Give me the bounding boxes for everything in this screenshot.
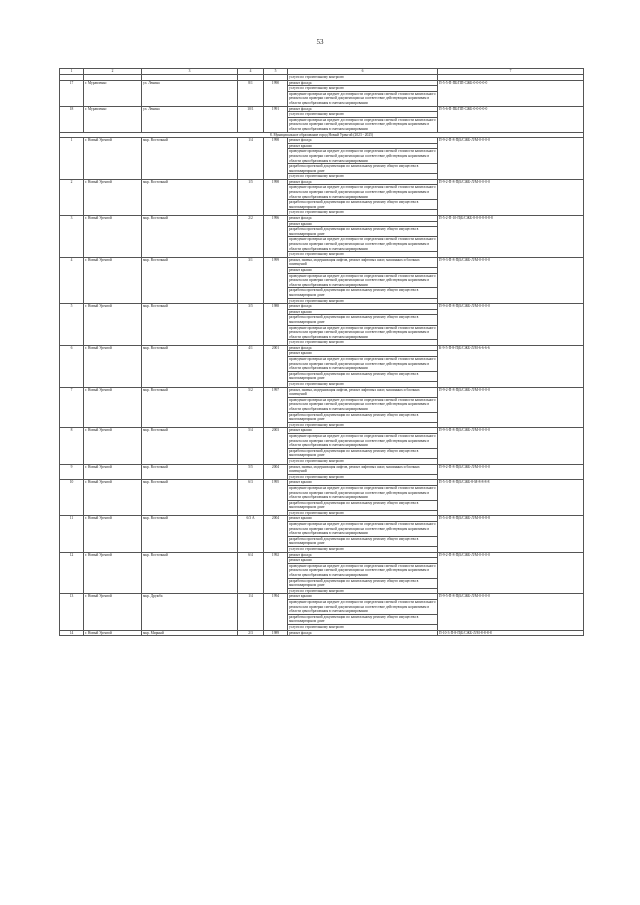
row-year: 1996	[264, 216, 288, 258]
row-house: 1/4	[238, 594, 264, 630]
row-year: 1995	[264, 480, 288, 516]
row-city: г. Новый Уренгой	[84, 516, 142, 552]
row-work-type: разработка проектной документации по капитальному ремонту общего имущества в многоквартирном доме	[288, 614, 438, 624]
row-year: 1998	[264, 138, 288, 180]
row-code: П-9-2-П-8-П(Б/СЖБ-Л/М-0-0-0-0	[438, 387, 584, 428]
row-city: г. Новый Уренгой	[84, 480, 142, 516]
row-work-type: услуги по строительному контролю	[288, 624, 438, 630]
row-code: П-10-3-П-8-П(Б/СЖБ-Л/М-8-8-8-8	[438, 630, 584, 636]
row-street: мкр. Восточный	[142, 464, 238, 480]
row-code: К-9-5-П-8-П(Б/СЖБ-Л/М-6-6-6-6	[438, 345, 584, 387]
row-work-type: разработка проектной документации по капитальному ремонту общего имущества в многоквартирном доме	[288, 227, 438, 237]
row-work-type: ремонт фасада	[288, 216, 438, 222]
row-work-type: разработка проектной документации по капитальному ремонту общего имущества в многоквартирном доме	[288, 315, 438, 325]
row-work-type: услуги по строительному контролю	[288, 474, 438, 480]
row-city: г. Новый Уренгой	[84, 216, 142, 258]
page-number: 53	[316, 38, 324, 46]
row-code: П-5-2-П-10-П(Б/СЖБ-8-8-8-8-8-8-8	[438, 216, 584, 258]
row-work-type: ремонт, замена, модернизация лифтов, ремонт лифтовых шахт, машинных и блочных помещений	[288, 387, 438, 397]
row-work-type: ремонт крыши	[288, 594, 438, 600]
row-work-type: услуги по строительному контролю	[288, 422, 438, 428]
row-work-type: проведение проверки на предмет достоверности определения сметной стоимости капитального ремонта или проверки сметной документации на соответствие действующим нормативам в области ценообразования в сметном нормировании	[289, 237, 436, 251]
row-work-type: разработка проектной документации по капитальному ремонту общего имущества в многоквартирном доме	[288, 536, 438, 546]
row-work-type: ремонт крыши	[288, 309, 438, 315]
row-street: мкр. Восточный	[142, 516, 238, 552]
row-street: мкр. Дружба	[142, 594, 238, 630]
row-work-type: ремонт фасада	[288, 138, 438, 144]
row-code: П-9-3-П-8-П(Б/СЖБ-Л/М-0-0-0-0	[438, 428, 584, 464]
row-work-type: ремонт фасада	[288, 345, 438, 351]
row-work-type: ремонт крыши	[288, 221, 438, 227]
row-code: П-9-4-П-8-П(Б/СЖБ-Л/М-0-0-0-0	[438, 304, 584, 346]
row-number: 3	[60, 216, 84, 258]
row-year: 1992	[264, 552, 288, 594]
row-work-type: проведение проверки на предмет достоверности определения сметной стоимости капитального ремонта или проверки сметной документации на соответствие действующим нормативам в области ценообразования в сметном нормировании	[289, 563, 436, 577]
row-city: г. Новый Уренгой	[84, 428, 142, 464]
header-cell-3: 3	[142, 69, 238, 75]
row-code: П-9-2-П-8-П(Б/СЖБ-Л/М-0-0-0-0	[438, 464, 584, 480]
row-code: П-9-5-П-8-П(Б/СЖБ-Л/М-0-0-0-0	[438, 594, 584, 630]
row-work-type: услуги по строительному контролю	[288, 252, 438, 258]
row-year: 2003	[264, 428, 288, 464]
row-work-type: проведение проверки на предмет достоверности определения сметной стоимости капитального ремонта или проверки сметной документации на соответствие действующим нормативам в области ценообразования в сметном нормировании	[289, 91, 436, 105]
row-house: 3/1	[238, 257, 264, 303]
row-work-type: проведение проверки на предмет достоверности определения сметной стоимости капитального ремонта или проверки сметной документации на соответствие действующим нормативам в области ценообразования в сметном нормировании	[289, 599, 436, 614]
table-row	[60, 464, 584, 474]
row-work-type: услуги по строительному контролю	[288, 588, 438, 594]
row-city: г. Новый Уренгой	[84, 345, 142, 387]
row-city: г. Новый Уренгой	[84, 594, 142, 630]
row-work-type: ремонт фасада	[288, 304, 438, 310]
row-year: 1991	[264, 106, 288, 132]
row-house: 2/3	[238, 630, 264, 636]
row-code: П-5-5-П-ПБ/ПП-СЖБ-0-0-0-0-0	[438, 80, 584, 106]
row-street: мкр. Восточный	[142, 179, 238, 215]
row-work-type: ремонт крыши	[288, 516, 438, 522]
row-work-type: проведение проверки на предмет достоверности определения сметной стоимости капитального ремонта или проверки сметной документации на соответствие действующим нормативам в области ценообразования в сметном нормировании	[289, 117, 436, 131]
section-title: 8. Муниципальное образование город Новый Уренгой (2023 - 2025)	[60, 132, 584, 138]
row-house: 5/4	[238, 428, 264, 464]
row-number: 8	[60, 428, 84, 464]
row-street: мкр. Восточный	[142, 345, 238, 387]
row-work-type: услуги по строительному контролю	[288, 510, 438, 516]
header-cell-2: 2	[84, 69, 142, 75]
row-work-type: ремонт, замена, модернизация лифтов, ремонт лифтовых шахт, машинных и блочных помещений	[288, 257, 438, 267]
row-work-type: ремонт фасада	[288, 179, 438, 185]
row-street: мкр. Восточный	[142, 138, 238, 180]
capital-repair-table	[59, 68, 584, 636]
row-number: 5	[60, 304, 84, 346]
row-year: 1989	[264, 630, 288, 636]
row-number: 14	[60, 630, 84, 636]
row-work-type: проведение проверки на предмет достоверности определения сметной стоимости капитального ремонта или проверки сметной документации на соответствие действующим нормативам в области ценообразования в сметном нормировании	[289, 397, 436, 411]
row-number: 9	[60, 464, 84, 480]
row-work-type: услуги по строительному контролю	[288, 86, 438, 92]
row-street: мкр. Восточный	[142, 387, 238, 428]
row-work-type: ремонт крыши	[288, 351, 438, 357]
row-work-type: проведение проверки на предмет достоверности определения сметной стоимости капитального ремонта или проверки сметной документации на соответствие действующим нормативам в области ценообразования в сметном нормировании	[289, 357, 436, 371]
row-house: 2/2	[238, 216, 264, 258]
row-year: 1998	[264, 179, 288, 215]
row-city: г. Муравленко	[84, 80, 142, 106]
row-work-type: услуги по строительному контролю	[288, 75, 438, 81]
row-number: 2	[60, 179, 84, 215]
row-work-type: услуги по строительному контролю	[288, 547, 438, 553]
row-house: 1/4	[238, 138, 264, 180]
row-work-type: разработка проектной документации по капитальному ремонту общего имущества в многоквартирном доме	[288, 500, 438, 510]
row-house: 4/1	[238, 345, 264, 387]
row-street: мкр. Восточный	[142, 304, 238, 346]
header-cell-5: 5	[264, 69, 288, 75]
row-city: г. Новый Уренгой	[84, 387, 142, 428]
row-work-type: проведение проверки на предмет достоверности определения сметной стоимости капитального ремонта или проверки сметной документации на соответствие действующим нормативам в области ценообразования в сметном нормировании	[289, 325, 436, 339]
row-number: 4	[60, 257, 84, 303]
row-work-type: услуги по строительному контролю	[288, 174, 438, 180]
row-city: г. Новый Уренгой	[84, 257, 142, 303]
row-work-type: ремонт фасада	[288, 106, 438, 112]
row-work-type: услуги по строительному контролю	[288, 210, 438, 216]
row-work-type: разработка проектной документации по капитальному ремонту общего имущества в многоквартирном доме	[288, 371, 438, 381]
table-row	[60, 257, 584, 267]
row-street: ул. Ленина	[142, 106, 238, 132]
row-number: 11	[60, 516, 84, 552]
row-number: 6	[60, 345, 84, 387]
row-street: мкр. Восточный	[142, 428, 238, 464]
row-year: 2004	[264, 464, 288, 480]
row-work-type: ремонт крыши	[288, 480, 438, 486]
row-work-type: разработка проектной документации по капитальному ремонту общего имущества в многоквартирном доме	[288, 578, 438, 588]
row-code: П-9-2-П-8-П(Б/СЖБ-Л/М-0-0-0-0	[438, 138, 584, 180]
header-cell-7: 7	[438, 69, 584, 75]
row-code: П-5-6-П-ПБ/ПП-СЖБ-0-0-0-0-0	[438, 106, 584, 132]
row-house: 5/5	[238, 464, 264, 480]
row-city: г. Новый Уренгой	[84, 464, 142, 480]
row-house: 6/3 А	[238, 516, 264, 552]
row-work-type: ремонт крыши	[288, 558, 438, 564]
row-work-type: услуги по строительному контролю	[288, 458, 438, 464]
row-work-type: услуги по строительному контролю	[288, 298, 438, 304]
row-house: 6/4	[238, 552, 264, 594]
table-row	[60, 630, 584, 636]
row-work-type: разработка проектной документации по капитальному ремонту общего имущества в многоквартирном доме	[288, 448, 438, 458]
row-work-type: проведение проверки на предмет достоверности определения сметной стоимости капитального ремонта или проверки сметной документации на соответствие действующим нормативам в области ценообразования в сметном нормировании	[289, 522, 436, 536]
row-house: 10/1	[238, 106, 264, 132]
row-year: 2004	[264, 516, 288, 552]
row-year: 1997	[264, 387, 288, 428]
row-city: г. Новый Уренгой	[84, 630, 142, 636]
row-street: мкр. Мирный	[142, 630, 238, 636]
row-work-type: разработка проектной документации по капитальному ремонту общего имущества в многоквартирном доме	[288, 200, 438, 210]
row-city: г. Новый Уренгой	[84, 138, 142, 180]
row-code: П-9-2-П-8-П(Б/СЖБ-Л/М-0-0-0-0	[438, 552, 584, 594]
row-city: г. Новый Уренгой	[84, 552, 142, 594]
row-work-type: проведение проверки на предмет достоверности определения сметной стоимости капитального ремонта или проверки сметной документации на соответствие действующим нормативам в области ценообразования в сметном нормировании	[289, 433, 436, 448]
row-year: 1990	[264, 80, 288, 106]
row-work-type: ремонт крыши	[288, 267, 438, 273]
row-work-type: проведение проверки на предмет достоверности определения сметной стоимости капитального ремонта или проверки сметной документации на соответствие действующим нормативам в области ценообразования в сметном нормировании	[289, 273, 436, 287]
row-street: ул. Ленина	[142, 80, 238, 106]
row-work-type: ремонт фасада	[288, 80, 438, 86]
row-year: 2001	[264, 345, 288, 387]
row-street: мкр. Восточный	[142, 257, 238, 303]
row-work-type: услуги по строительному контролю	[288, 382, 438, 388]
row-street: мкр. Восточный	[142, 480, 238, 516]
row-number: 18	[60, 106, 84, 132]
header-cell-4: 4	[238, 69, 264, 75]
row-number: 1	[60, 138, 84, 180]
row-work-type: ремонт, замена, модернизация лифтов, ремонт лифтовых шахт, машинных и блочных помещений	[288, 464, 438, 474]
row-code: П-5-3-П-8-П(Б/СЖБ-8-М-8-8-8-8	[438, 480, 584, 516]
row-number: 7	[60, 387, 84, 428]
row-street: мкр. Восточный	[142, 552, 238, 594]
row-house: 6/3	[238, 480, 264, 516]
row-number: 12	[60, 552, 84, 594]
row-work-type: ремонт крыши	[288, 428, 438, 434]
row-code: П-9-3-П-8-П(Б/СЖБ-Л/М-0-0-0-0	[438, 257, 584, 303]
row-house: 5/2	[238, 387, 264, 428]
row-city: г. Муравленко	[84, 106, 142, 132]
row-house: 3/5	[238, 304, 264, 346]
row-number: 10	[60, 480, 84, 516]
row-code: П-5-4-П-8-П(Б/СЖБ-Л/М-8-8-8-8	[438, 516, 584, 552]
row-house: 1/5	[238, 179, 264, 215]
row-street: мкр. Восточный	[142, 216, 238, 258]
row-year: 1988	[264, 304, 288, 346]
header-cell-6: 6	[288, 69, 438, 75]
row-city: г. Новый Уренгой	[84, 179, 142, 215]
row-work-type: разработка проектной документации по капитальному ремонту общего имущества в многоквартирном доме	[288, 288, 438, 298]
row-work-type: проведение проверки на предмет достоверности определения сметной стоимости капитального ремонта или проверки сметной документации на соответствие действующим нормативам в области ценообразования в сметном нормировании	[289, 185, 436, 199]
row-number: 17	[60, 80, 84, 106]
row-work-type: ремонт фасада	[288, 630, 438, 636]
table-row	[60, 387, 584, 397]
row-number: 13	[60, 594, 84, 630]
row-work-type: ремонт крыши	[288, 143, 438, 149]
row-work-type: проведение проверки на предмет достоверности определения сметной стоимости капитального ремонта или проверки сметной документации на соответствие действующим нормативам в области ценообразования в сметном нормировании	[289, 149, 436, 163]
row-work-type: ремонт фасада	[288, 552, 438, 558]
row-year: 1994	[264, 594, 288, 630]
row-year: 1999	[264, 257, 288, 303]
row-house: 8/1	[238, 80, 264, 106]
row-work-type: услуги по строительному контролю	[288, 340, 438, 346]
header-cell-1: 1	[60, 69, 84, 75]
row-city: г. Новый Уренгой	[84, 304, 142, 346]
row-work-type: проведение проверки на предмет достоверности определения сметной стоимости капитального ремонта или проверки сметной документации на соответствие действующим нормативам в области ценообразования в сметном нормировании	[289, 485, 436, 500]
row-work-type: разработка проектной документации по капитальному ремонту общего имущества в многоквартирном доме	[288, 164, 438, 174]
row-work-type: разработка проектной документации по капитальному ремонту общего имущества в многоквартирном доме	[288, 412, 438, 422]
row-code: П-9-2-П-8-П(Б/СЖБ-Л/М-0-0-0-0	[438, 179, 584, 215]
row-work-type: услуги по строительному контролю	[288, 112, 438, 118]
